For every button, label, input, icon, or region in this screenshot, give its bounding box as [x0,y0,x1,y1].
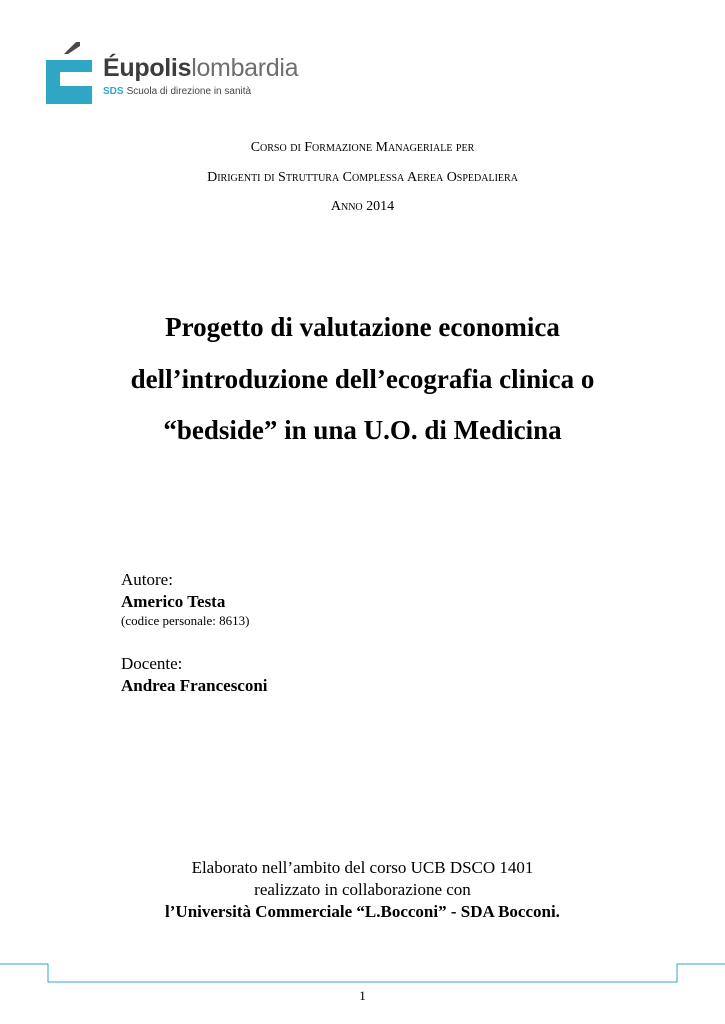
author-code: (codice personale: 8613) [121,613,250,628]
title-line-2: dell’introduzione dell’ecografia clinica o [130,364,595,394]
brand-name [103,54,298,82]
brand-tagline [103,86,251,97]
tagline-text: Scuola di direzione in sanità [126,86,252,97]
eupolis-logo [46,42,299,106]
course-line-1: Corso di Formazione Manageriale per [250,140,475,155]
author-label: Autore: [121,570,173,589]
author-name: Americo Testa [121,592,226,611]
footer-line-1: Elaborato nell’ambito del corso UCB DSCO 1401 [191,858,534,877]
footer-line-2: realizzato in collaborazione con [254,880,471,899]
brand-bold: Éupolis [103,54,192,82]
sds-label: SDS [103,86,124,97]
footer-line-3: l’Università Commerciale “L.Bocconi” - SDA Bocconi. [165,902,560,921]
title-line-1: Progetto di valutazione economica [165,312,560,342]
page-frame-line [0,963,725,985]
teacher-name: Andrea Francesconi [121,676,268,695]
eupolis-mark-icon [46,42,92,104]
teacher-label: Docente: [121,654,183,673]
title-line-3: “bedside” in una U.O. di Medicina [163,415,562,445]
course-year: Anno 2014 [330,199,395,214]
course-line-2: Dirigenti di Struttura Complessa Aerea Ospedaliera [207,170,518,185]
page-number: 1 [359,988,366,1003]
brand-light: lombardia [191,54,299,82]
